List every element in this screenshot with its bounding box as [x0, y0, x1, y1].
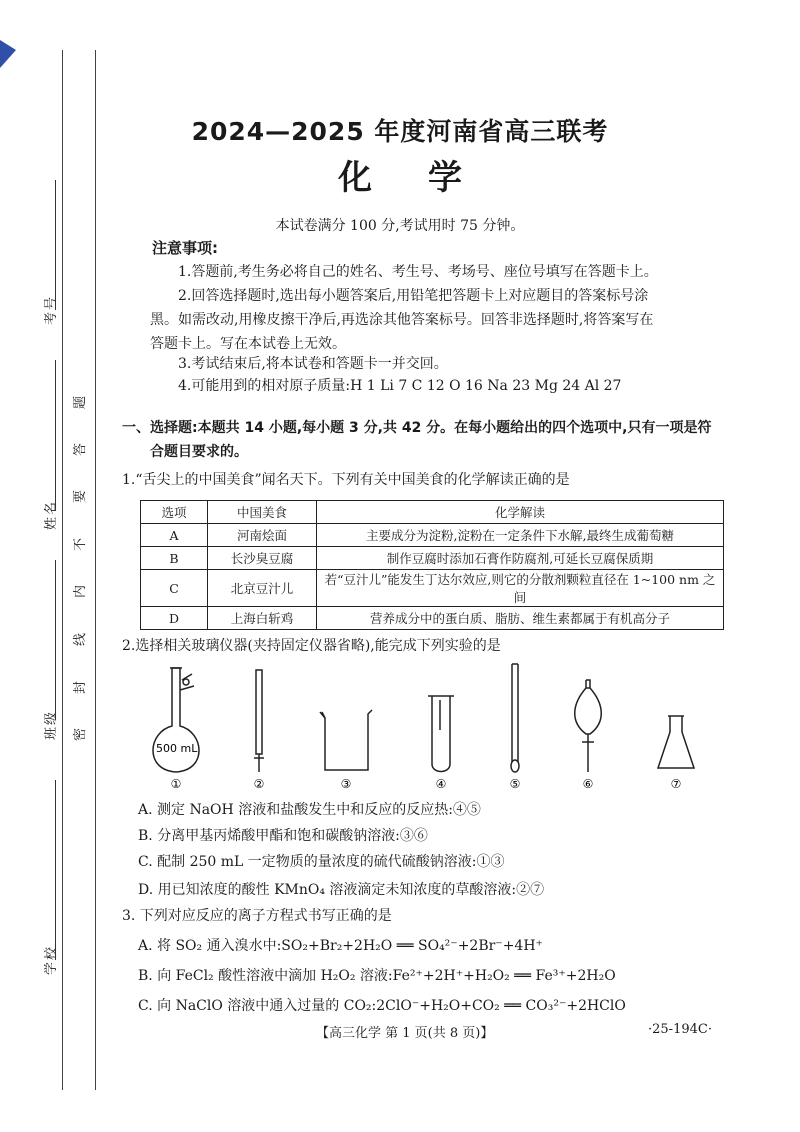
- cell: 营养成分中的蛋白质、脂肪、维生素都属于有机高分子: [317, 607, 724, 630]
- seal-char: 密: [73, 727, 89, 742]
- section-heading-cont: 合题目要求的。: [150, 444, 248, 460]
- cell: 北京豆汁儿: [208, 570, 317, 607]
- seal-char: 线: [73, 632, 89, 647]
- q2-stem: 2.选择相关玻璃仪器(夹持固定仪器省略),能完成下列实验的是: [122, 638, 501, 654]
- exam-info: 本试卷满分 100 分,考试用时 75 分钟。: [275, 218, 525, 234]
- conical-flask-icon: [658, 716, 694, 768]
- volumetric-flask-icon: [153, 668, 199, 772]
- seal-char: 内: [73, 584, 89, 599]
- seal-char: 不: [73, 537, 89, 552]
- col-header: 选项: [141, 501, 208, 524]
- binding-line-outer: [62, 50, 63, 1090]
- subject-char: 化: [338, 158, 372, 198]
- test-tube-icon: [428, 696, 454, 772]
- thermometer-icon: [511, 664, 519, 772]
- q2-option-a: A. 测定 NaOH 溶液和盐酸发生中和反应的反应热:④⑤: [138, 802, 481, 818]
- name-label: 姓名: [44, 499, 59, 530]
- q2-option-d: D. 用已知浓度的酸性 KMnO₄ 溶液滴定未知浓度的草酸溶液:②⑦: [138, 882, 545, 898]
- name-blank[interactable]: [55, 360, 56, 510]
- class-blank[interactable]: [55, 560, 56, 720]
- q3-stem: 3. 下列对应反应的离子方程式书写正确的是: [122, 908, 392, 924]
- note-line: 1.答题前,考生务必将自己的姓名、考生号、考场号、座位号填写在答题卡上。: [178, 264, 658, 280]
- apparatus-label: ②: [253, 777, 265, 791]
- exam-no-label: 考号: [44, 294, 59, 325]
- cell: C: [141, 570, 208, 607]
- table-row: [141, 524, 724, 547]
- apparatus-label: ⑥: [582, 777, 594, 791]
- q3-option-a: A. 将 SO₂ 通入溴水中:SO₂+Br₂+2H₂O ══ SO₄²⁻+2Br⁻+4H⁺: [138, 938, 543, 954]
- class-label: 班级: [44, 709, 59, 740]
- exam-no-blank[interactable]: [55, 180, 56, 310]
- q2-option-c: C. 配制 250 mL 一定物质的量浓度的硫代硫酸钠溶液:①③: [138, 854, 505, 870]
- cell: B: [141, 547, 208, 570]
- note-line: 答题卡上。写在本试卷上无效。: [150, 336, 346, 352]
- note-line: 2.回答选择题时,选出每小题答案后,用铅笔把答题卡上对应题目的答案标号涂: [178, 288, 649, 304]
- q1-stem: 1.“舌尖上的中国美食”闻名天下。下列有关中国美食的化学解读正确的是: [122, 472, 570, 488]
- table-row: [141, 547, 724, 570]
- apparatus-label: ③: [340, 777, 352, 791]
- cell: 若“豆汁儿”能发生丁达尔效应,则它的分散剂颗粒直径在 1~100 nm 之间: [317, 570, 724, 607]
- exam-title: 2024—2025 年度河南省高三联考: [191, 117, 609, 146]
- burette-icon: [254, 670, 264, 772]
- seal-char: 答: [73, 442, 89, 457]
- apparatus-label: ⑤: [509, 777, 521, 791]
- cell: 制作豆腐时添加石膏作防腐剂,可延长豆腐保质期: [317, 547, 724, 570]
- separatory-funnel-icon: [575, 680, 602, 772]
- binding-line-inner: [95, 50, 96, 1090]
- q2-option-b: B. 分离甲基丙烯酸甲酯和饱和碳酸钠溶液:③⑥: [138, 828, 428, 844]
- subject-title: [0, 150, 800, 199]
- q3-option-b: B. 向 FeCl₂ 酸性溶液中滴加 H₂O₂ 溶液:Fe²⁺+2H⁺+H₂O₂ ══ Fe³⁺+2H₂O: [138, 968, 616, 984]
- table-header-row: [141, 501, 724, 524]
- paper-code: ·25-194C·: [648, 1022, 712, 1037]
- apparatus-label: ⑦: [670, 777, 682, 791]
- seal-char: 要: [73, 489, 89, 504]
- cell: 河南烩面: [208, 524, 317, 547]
- subject-char: 学: [428, 158, 462, 198]
- cell: 上海白斩鸡: [208, 607, 317, 630]
- col-header: 化学解读: [317, 501, 724, 524]
- apparatus-label: ④: [435, 777, 447, 791]
- corner-mark: [0, 40, 16, 68]
- cell: A: [141, 524, 208, 547]
- note-line: 4.可能用到的相对原子质量:H 1 Li 7 C 12 O 16 Na 23 Mg 24 Al 27: [178, 378, 622, 394]
- note-line: 黑。如需改动,用橡皮擦干净后,再选涂其他答案标号。回答非选择题时,将答案写在: [150, 312, 654, 328]
- apparatus-label: ①: [170, 777, 182, 791]
- q3-option-c: C. 向 NaClO 溶液中通入过量的 CO₂:2ClO⁻+H₂O+CO₂ ══ CO₃²⁻+2HClO: [138, 998, 626, 1014]
- cell: 长沙臭豆腐: [208, 547, 317, 570]
- seal-char: 封: [73, 680, 89, 695]
- table-row: [141, 570, 724, 607]
- beaker-icon: [320, 710, 372, 770]
- cell: 主要成分为淀粉,淀粉在一定条件下水解,最终生成葡萄糖: [317, 524, 724, 547]
- section-heading: 一、选择题:本题共 14 小题,每小题 3 分,共 42 分。在每小题给出的四个选项中,只有一项是符: [122, 420, 712, 436]
- q1-table: [140, 500, 724, 630]
- apparatus-figure: [120, 660, 720, 795]
- school-label: 学校: [44, 944, 59, 975]
- cell: D: [141, 607, 208, 630]
- col-header: 中国美食: [208, 501, 317, 524]
- notes-heading: 注意事项:: [152, 239, 218, 257]
- flask-volume-label: 500 mL: [156, 742, 198, 755]
- note-line: 3.考试结束后,将本试卷和答题卡一并交回。: [178, 356, 448, 372]
- seal-char: 题: [73, 395, 89, 410]
- school-blank[interactable]: [55, 780, 56, 960]
- page-footer: 【高三化学 第 1 页(共 8 页)】: [316, 1026, 494, 1041]
- table-row: [141, 607, 724, 630]
